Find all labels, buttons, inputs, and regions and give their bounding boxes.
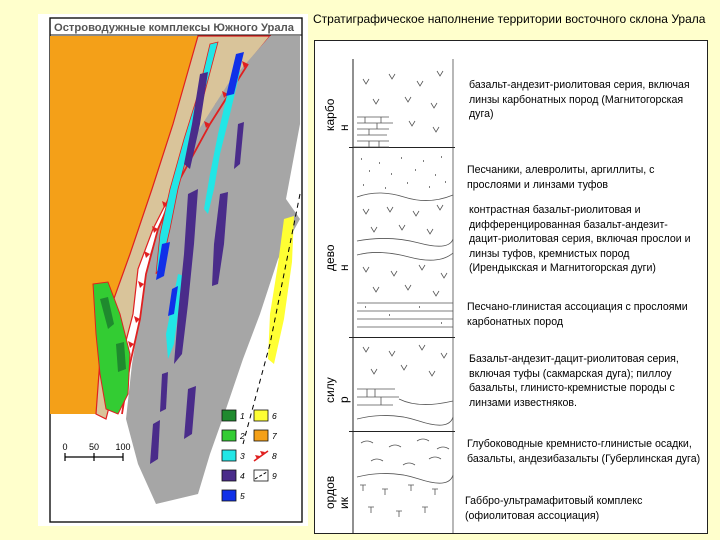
- description-carboniferous-volcanics: базальт-андезит-риолитовая серия, включая линзы карбонатных пород (Магнитогорская дуга): [469, 79, 690, 121]
- scale-label-0: 0: [62, 442, 68, 452]
- legend-swatch-5: [222, 490, 236, 501]
- period-devonian-line2: н: [337, 264, 351, 271]
- slide-title: Стратиграфическое наполнение территории восточного склона Урала: [313, 12, 706, 26]
- legend-swatch-7: [254, 430, 268, 441]
- description-sandstones: Песчаники, алевролиты, аргиллиты, с прослоями и линзами туфов: [467, 164, 655, 191]
- legend-swatch-3: [222, 450, 236, 461]
- description-sandy-clay: Песчано-глинистая ассоциация с прослоями карбонатных пород: [467, 301, 688, 328]
- lithologic-column: [349, 59, 457, 533]
- period-ordovician-line1: ордов: [323, 475, 337, 509]
- legend-num-6: 6: [272, 411, 277, 421]
- legend-num-7: 7: [272, 431, 277, 441]
- legend-num-5: 5: [240, 491, 245, 501]
- scale-label-100: 100: [115, 442, 131, 452]
- period-label-devonian: [323, 244, 351, 271]
- legend-num-1: 1: [240, 411, 245, 421]
- legend-swatch-6: [254, 410, 268, 421]
- period-carboniferous-line1: карбо: [323, 98, 337, 131]
- description-silurian-volcanics: Базальт-андезит-дацит-риолитовая серия, включая туфы (сакмарская дуга); пиллоу базальты, глинисто-кремнистые породы с линзами известняков.: [469, 353, 679, 409]
- stratigraphic-column-panel: [314, 40, 708, 534]
- description-devonian-volcanics: контрастная базальт-риолитовая и дифференцированная базальт-андезит-дацит-риолитовая серия, включая прослои и линзы туфов, кремнистых пород (Ирендыкская и Магнитогорская дуги): [469, 204, 691, 275]
- period-devonian-line1: дево: [323, 244, 337, 271]
- period-label-carboniferous: [323, 99, 351, 131]
- legend-swatch-2: [222, 430, 236, 441]
- legend-num-4: 4: [240, 471, 245, 481]
- period-carboniferous-line2: н: [337, 124, 351, 131]
- legend-num-8: 8: [272, 451, 277, 461]
- legend-swatch-9: [254, 470, 268, 481]
- legend-num-2: 2: [240, 431, 245, 441]
- map-panel: [38, 14, 308, 526]
- period-label-silurian: [323, 377, 351, 403]
- legend-num-9: 9: [272, 471, 277, 481]
- legend-swatch-1: [222, 410, 236, 421]
- description-ophiolite: Габбро-ультрамафитовый комплекс (офиолитовая ассоциация): [465, 495, 643, 522]
- description-deepwater: Глубоководные кремнисто-глинистые осадки, базальты, андезибазальты (Губерлинская дуга): [467, 438, 701, 465]
- legend-num-3: 3: [240, 451, 245, 461]
- scale-label-50: 50: [88, 442, 100, 452]
- period-ordovician-line2: ик: [337, 497, 351, 509]
- map-title: Островодужные комплексы Южного Урала: [54, 22, 294, 34]
- period-silurian-line2: р: [337, 396, 351, 403]
- period-label-ordovician: [323, 476, 351, 509]
- legend-swatch-4: [222, 470, 236, 481]
- geologic-map: [38, 14, 308, 526]
- period-silurian-line1: силу: [323, 377, 337, 403]
